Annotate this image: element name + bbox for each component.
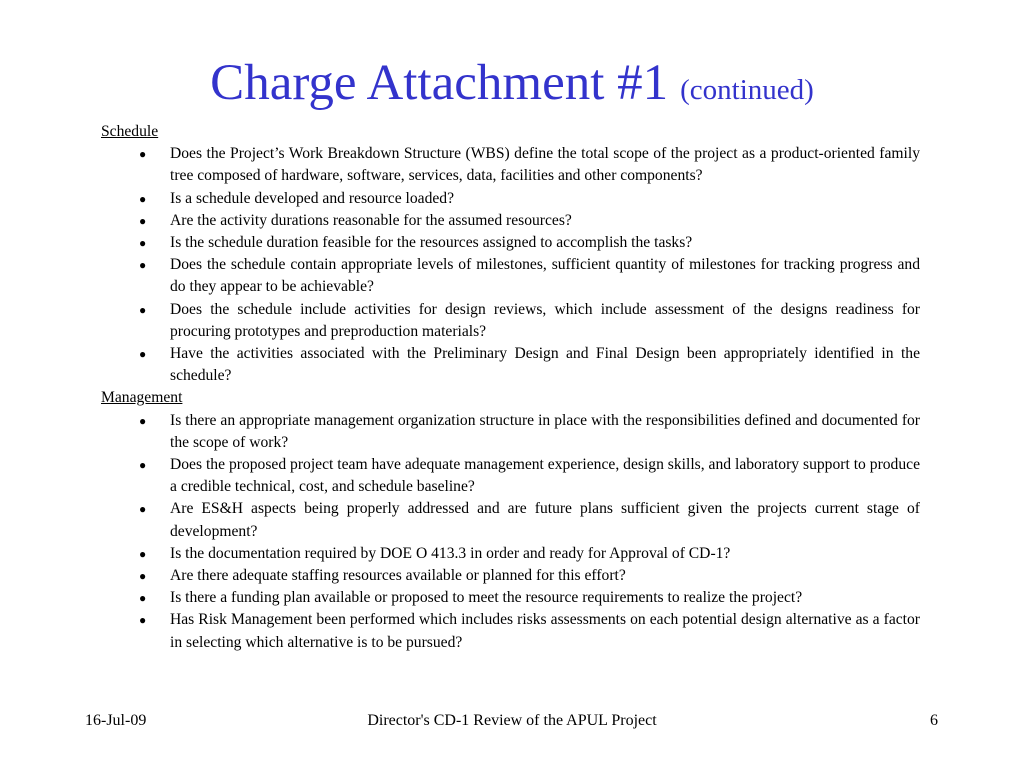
bullet-text: Is the schedule duration feasible for the resources assigned to accomplish the tasks? <box>170 234 693 251</box>
footer-title: Director's CD-1 Review of the APUL Project <box>367 712 657 729</box>
bullet-icon: ● <box>139 569 147 584</box>
bullet-item <box>101 587 920 609</box>
bullet-item <box>101 543 920 565</box>
bullet-item <box>101 143 920 187</box>
bullet-item <box>101 565 920 587</box>
bullet-item <box>101 498 920 542</box>
bullet-text: Is the documentation required by DOE O 413.3 in order and ready for Approval of CD-1? <box>170 544 731 562</box>
bullet-icon: ● <box>139 613 147 628</box>
bullet-item <box>101 454 920 498</box>
bullet-item <box>101 609 920 653</box>
bullet-icon: ● <box>139 213 147 228</box>
section-heading-management: Management <box>101 389 183 407</box>
bullet-icon: ● <box>139 347 147 362</box>
section-schedule <box>101 121 920 387</box>
bullet-item <box>101 299 920 343</box>
bullet-item <box>101 232 920 254</box>
slide-title <box>0 55 1024 111</box>
bullet-text: Does the proposed project team have adequate management experience, design skills, and laboratory support to produce a credible technical, cost, and schedule baseline? <box>170 456 920 496</box>
bullet-text: Does the schedule contain appropriate levels of milestones, sufficient quantity of milestones for tracking progress and do they appear to be achievable? <box>170 256 920 296</box>
bullet-text: Has Risk Management been performed which includes risks assessments on each potential design alternative as a factor in selecting which alternative is to be pursued? <box>170 611 920 651</box>
section-management <box>101 387 920 653</box>
section-heading-schedule: Schedule <box>101 123 159 140</box>
bullet-icon: ● <box>139 546 147 561</box>
bullet-text: Is there a funding plan available or proposed to meet the resource requirements to realize the project? <box>170 589 803 607</box>
bullet-item <box>101 210 920 232</box>
management-bullet-list <box>101 410 920 654</box>
bullet-icon: ● <box>139 302 147 317</box>
bullet-text: Are the activity durations reasonable for the assumed resources? <box>170 211 572 229</box>
bullet-item <box>101 410 920 454</box>
bullet-text: Does the Project’s Work Breakdown Structure (WBS) define the total scope of the project as a product-oriented family tree composed of hardware, software, services, data, facilities and other components? <box>170 145 920 185</box>
bullet-item <box>101 343 920 387</box>
bullet-icon: ● <box>139 258 147 273</box>
bullet-icon: ● <box>139 413 147 428</box>
schedule-bullet-list <box>101 143 920 387</box>
bullet-text: Have the activities associated with the Preliminary Design and Final Design been appropriately identified in the schedule? <box>170 345 920 385</box>
bullet-icon: ● <box>139 191 147 206</box>
bullet-icon: ● <box>139 458 147 473</box>
bullet-item <box>101 188 920 210</box>
slide-title-sub: (continued) <box>680 74 814 106</box>
footer-date: 16-Jul-09 <box>85 712 147 729</box>
bullet-text: Is there an appropriate management organization structure in place with the responsibilities defined and documented for the scope of work? <box>170 411 920 451</box>
slide-title-main: Charge Attachment #1 <box>210 55 669 111</box>
bullet-text: Are ES&H aspects being properly addressed and are future plans sufficient given the projects current stage of development? <box>170 500 920 540</box>
bullet-item <box>101 254 920 298</box>
bullet-text: Does the schedule include activities for design reviews, which include assessment of the designs readiness for procuring prototypes and preproduction materials? <box>170 300 920 340</box>
bullet-icon: ● <box>139 236 147 250</box>
bullet-icon: ● <box>139 147 147 162</box>
bullet-icon: ● <box>139 591 147 606</box>
footer-page-number: 6 <box>930 712 938 729</box>
bullet-text: Are there adequate staffing resources available or planned for this effort? <box>170 567 626 585</box>
bullet-text: Is a schedule developed and resource loaded? <box>170 189 455 207</box>
bullet-icon: ● <box>139 502 147 517</box>
slide-content <box>101 121 920 654</box>
